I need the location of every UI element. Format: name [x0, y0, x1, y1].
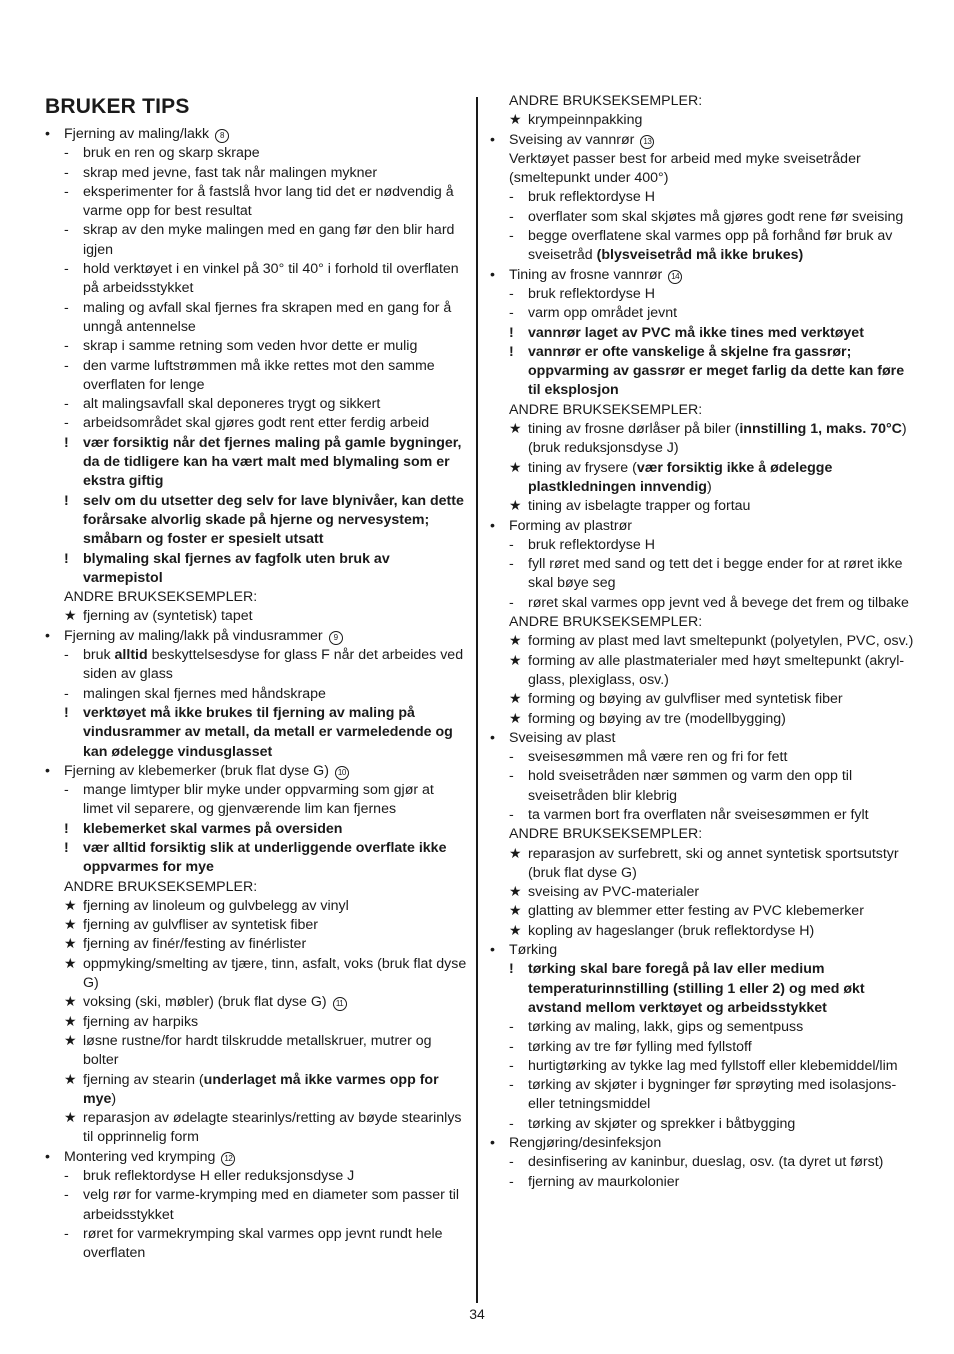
star-icon: ★ [509, 652, 522, 669]
warning-item [64, 434, 467, 492]
example-item [509, 710, 914, 729]
text-segment: tørking av maling, lakk, gips og sementpuss [528, 1019, 804, 1036]
star-icon: ★ [509, 845, 522, 862]
dash-icon: - [509, 1173, 514, 1190]
text-segment: fjerning av gulvfliser av syntetisk fiber [83, 917, 318, 934]
dash-icon: - [64, 164, 69, 181]
text-segment: ta varmen bort fra overflaten når sveisesømmen er fylt [528, 806, 869, 823]
sub-item [64, 183, 467, 222]
text-segment: underlaget må ikke varmes opp for mye [83, 1071, 439, 1107]
text-segment: ) [111, 1090, 117, 1107]
text-segment: krympeinnpakking [528, 112, 643, 129]
sub-item [64, 395, 467, 414]
right-list [490, 92, 914, 1192]
text-segment: fjerning av harpiks [83, 1013, 199, 1030]
sub-item [509, 1153, 914, 1172]
dash-icon: - [64, 357, 69, 374]
text-segment: skrap i samme retning som veden hvor dette er mulig [83, 338, 418, 355]
sub-item [509, 1076, 914, 1115]
star-icon: ★ [509, 633, 522, 650]
text-segment: malingen skal fjernes med håndskrape [83, 685, 326, 702]
text-segment: fyll røret med sand og tett det i begge ender for at røret ikke skal bøye seg [528, 556, 903, 592]
text-segment: Rengjøring/desinfeksjon [509, 1135, 662, 1152]
example-item [509, 902, 914, 921]
text-segment: tørking av tre før fylling med fyllstoff [528, 1038, 752, 1055]
paragraph [509, 825, 914, 844]
warning-icon: ! [64, 434, 69, 451]
text-segment: Tørking [509, 942, 558, 959]
star-icon: ★ [509, 922, 522, 939]
warning-item [64, 704, 467, 762]
text-segment: eksperimenter for å fastslå hvor lang tid det er nødvendig å varme opp for best resultat [83, 183, 454, 220]
dash-icon: - [64, 222, 69, 239]
dash-icon: - [64, 1225, 69, 1242]
example-item [64, 1013, 467, 1032]
text-segment: Tining av frosne vannrør [509, 266, 667, 283]
sub-item [64, 299, 467, 338]
text-segment: bruk reflektordyse H eller reduksjonsdyse J [83, 1168, 355, 1185]
sub-item [64, 357, 467, 396]
dash-icon: - [509, 228, 514, 245]
bullet-icon: • [45, 1148, 50, 1165]
example-item [509, 690, 914, 709]
sub-item [509, 555, 914, 594]
dash-icon: - [64, 396, 69, 413]
bullet-item [45, 762, 467, 781]
text-segment: innstilling 1, maks. 70°C [739, 421, 902, 438]
star-icon: ★ [64, 936, 77, 953]
sub-item [64, 1225, 467, 1264]
bullet-icon: • [490, 266, 495, 283]
example-item [64, 916, 467, 935]
bullet-item [490, 131, 914, 150]
dash-icon: - [64, 415, 69, 432]
sub-item [509, 227, 914, 266]
bullet-item [45, 1148, 467, 1167]
star-icon: ★ [509, 710, 522, 727]
bullet-icon: • [45, 126, 50, 142]
figure-ref-badge: 10 [335, 766, 349, 780]
text-segment: maling og avfall skal fjernes fra skrapen med en gang for å unngå antennelse [83, 299, 452, 335]
warning-item [64, 492, 467, 550]
dash-icon: - [64, 685, 69, 702]
warning-icon: ! [509, 343, 514, 360]
text-segment: Fjerning av maling/lakk på vindusrammer [64, 627, 327, 644]
example-item [509, 652, 914, 691]
text-segment: desinfisering av kaninbur, dueslag, osv. (ta dyret ut først) [528, 1154, 884, 1171]
sub-item [509, 304, 914, 323]
text-segment: selv om du utsetter deg selv for lave blynivåer, kan dette forårsake alvorlig skade på hjerne og nervesystem; småbarn og foster er spesielt utsatt [83, 492, 464, 548]
dash-icon: - [509, 1115, 514, 1132]
warning-item [64, 820, 467, 839]
dash-icon: - [64, 338, 69, 355]
text-segment: fjerning av maurkolonier [528, 1173, 680, 1190]
sub-item [509, 285, 914, 304]
figure-ref-badge: 9 [329, 631, 343, 645]
dash-icon: - [509, 208, 514, 225]
dash-icon: - [509, 556, 514, 573]
warning-icon: ! [64, 820, 69, 837]
star-icon: ★ [509, 421, 522, 438]
paragraph [509, 92, 914, 111]
star-icon: ★ [509, 459, 522, 476]
bullet-item [490, 1134, 914, 1153]
example-item [64, 1032, 467, 1071]
sub-item [509, 594, 914, 613]
sub-item [64, 781, 467, 820]
example-item [64, 607, 467, 626]
paragraph [509, 401, 914, 420]
text-segment: tining av isbelagte trapper og fortau [528, 498, 751, 515]
bullet-icon: • [490, 1135, 495, 1152]
sub-item [509, 536, 914, 555]
text-segment: velg rør for varme-krymping med en diameter som passer til arbeidsstykket [83, 1187, 460, 1223]
text-segment: ) [706, 478, 712, 495]
star-icon: ★ [64, 1013, 77, 1030]
dash-icon: - [509, 806, 514, 823]
sub-item [64, 414, 467, 433]
dash-icon: - [509, 189, 514, 206]
left-list [45, 125, 467, 1264]
warning-item [509, 324, 914, 343]
sub-item [509, 748, 914, 767]
text-segment: ANDRE BRUKSEKSEMPLER: [64, 878, 258, 895]
text-segment: arbeidsområdet skal gjøres godt rent etter ferdig arbeid [83, 415, 430, 432]
sub-item [509, 1018, 914, 1037]
sub-item [509, 1115, 914, 1134]
example-item [64, 1109, 467, 1148]
text-segment: skrap med jevne, fast tak når malingen mykner [83, 164, 378, 181]
text-segment: (blysveisetråd må ikke brukes) [596, 247, 804, 264]
example-item [64, 897, 467, 916]
text-segment: hold verktøyet i en vinkel på 30° til 40° i forhold til overflaten på arbeidsstykket [83, 261, 459, 297]
sub-item [64, 164, 467, 183]
dash-icon: - [64, 782, 69, 799]
example-item [64, 1071, 467, 1110]
example-item [509, 420, 914, 459]
dash-icon: - [509, 305, 514, 322]
text-segment: hold sveisetråden nær sømmen og varm den opp til sveisetråden blir klebrig [528, 768, 853, 804]
dash-icon: - [64, 1187, 69, 1204]
text-segment: hurtigtørking av tykke lag med fyllstoff eller klebemiddel/lim [528, 1057, 898, 1074]
star-icon: ★ [64, 917, 77, 934]
dash-icon: - [509, 1077, 514, 1094]
star-icon: ★ [64, 1032, 77, 1049]
text-segment: vannrør laget av PVC må ikke tines med verktøyet [528, 324, 864, 341]
sub-item [64, 1186, 467, 1225]
right-column [490, 92, 914, 1192]
text-segment: klebemerket skal varmes på oversiden [83, 820, 343, 837]
warning-icon: ! [509, 961, 514, 978]
sub-item [509, 1173, 914, 1192]
text-segment: ANDRE BRUKSEKSEMPLER: [509, 826, 703, 843]
bullet-icon: • [490, 729, 495, 746]
sub-item [64, 685, 467, 704]
text-segment: ANDRE BRUKSEKSEMPLER: [509, 614, 703, 631]
text-segment: vær alltid forsiktig slik at underliggende overflate ikke oppvarmes for mye [83, 839, 447, 876]
text-segment: Fjerning av maling/lakk [64, 126, 214, 142]
bullet-icon: • [45, 762, 50, 779]
example-item [509, 845, 914, 884]
text-segment: begge overflatene skal varmes opp på forhånd før bruk av sveisetråd [528, 228, 893, 264]
dash-icon: - [509, 285, 514, 302]
dash-icon: - [64, 261, 69, 278]
example-item [509, 459, 914, 498]
text-segment: ) (bruk reduksjonsdyse J) [528, 421, 907, 457]
star-icon: ★ [64, 955, 77, 972]
star-icon: ★ [64, 994, 77, 1011]
text-segment: mange limtyper blir myke under oppvarming som gjør at limet vil separere, og gjenværende lim kan fjernes [83, 782, 434, 818]
example-item [509, 497, 914, 516]
bullet-icon: • [490, 517, 495, 534]
star-icon: ★ [64, 608, 77, 625]
text-segment: overflater som skal skjøtes må gjøres godt rene før sveising [528, 208, 904, 225]
bullet-item [45, 125, 467, 144]
sub-item [64, 260, 467, 299]
text-segment: bruk reflektordyse H [528, 536, 655, 553]
dash-icon: - [509, 1154, 514, 1171]
sub-item [509, 767, 914, 806]
text-segment: verktøyet må ikke brukes til fjerning av maling på vindusrammer av metall, da metall er varmeledende og kan ødelegge vindusglasset [83, 704, 453, 760]
text-segment: vær forsiktig når det fjernes maling på gamle bygninger, da de tidligere kan ha vært malt med blymaling som er ekstra giftig [83, 434, 462, 490]
page-number: 34 [469, 1306, 485, 1322]
text-segment: sveisesømmen må være ren og fri for fett [528, 749, 788, 766]
star-icon: ★ [509, 691, 522, 708]
text-segment: forming av alle plastmaterialer med høyt smeltepunkt (akryl-glass, plexiglass, osv.) [528, 652, 905, 688]
star-icon: ★ [509, 112, 522, 129]
text-segment: tining av frysere ( [528, 459, 637, 476]
dash-icon: - [509, 536, 514, 553]
text-segment: fjerning av (syntetisk) tapet [83, 608, 253, 625]
bullet-item [490, 517, 914, 536]
dash-icon: - [509, 1038, 514, 1055]
text-segment: bruk reflektordyse H [528, 285, 655, 302]
text-segment: Montering ved krymping [64, 1148, 220, 1165]
text-segment: Verktøyet passer best for arbeid med myke sveisetråder (smeltepunkt under 400°) [509, 150, 861, 187]
dash-icon: - [509, 768, 514, 785]
dash-icon: - [64, 1168, 69, 1185]
star-icon: ★ [509, 884, 522, 901]
example-item [64, 935, 467, 954]
text-segment: voksing (ski, møbler) (bruk flat dyse G) [83, 994, 331, 1011]
bullet-icon: • [45, 627, 50, 644]
text-segment: bruk en ren og skarp skrape [83, 145, 260, 162]
text-segment: blymaling skal fjernes av fagfolk uten bruk av varmepistol [83, 550, 390, 586]
text-segment: oppmyking/smelting av tjære, tinn, asfalt, voks (bruk flat dyse G) [83, 955, 467, 992]
warning-item [509, 960, 914, 1018]
text-segment: bruk [83, 647, 115, 664]
bullet-item [490, 729, 914, 748]
page-title: BRUKER TIPS [45, 95, 190, 118]
sub-item [64, 144, 467, 163]
sub-item [64, 337, 467, 356]
dash-icon: - [509, 749, 514, 766]
example-item [64, 993, 467, 1012]
dash-icon: - [509, 594, 514, 611]
text-segment: skrap av den myke malingen med en gang før den blir hard igjen [83, 222, 455, 258]
text-segment: glatting av blemmer etter festing av PVC klebemerker [528, 903, 864, 920]
text-segment: forming av plast med lavt smeltepunkt (polyetylen, PVC, osv.) [528, 633, 914, 650]
paragraph [64, 878, 467, 897]
text-segment: Sveising av plast [509, 729, 616, 746]
dash-icon: - [509, 1019, 514, 1036]
sub-item [64, 646, 467, 685]
text-segment: løsne rustne/for hardt tilskrudde metallskruer, mutrer og bolter [83, 1032, 432, 1069]
warning-icon: ! [64, 704, 69, 721]
warning-icon: ! [64, 492, 69, 509]
text-segment: ANDRE BRUKSEKSEMPLER: [509, 401, 703, 418]
text-segment: tørking av skjøter og sprekker i båtbygging [528, 1115, 796, 1132]
text-segment: ANDRE BRUKSEKSEMPLER: [509, 93, 703, 109]
text-segment: Fjerning av klebemerker (bruk flat dyse G) [64, 762, 333, 779]
text-segment: tørking skal bare foregå på lav eller medium temperaturinnstilling (stilling 1 eller 2) og med økt avstand mellom verktøyet og arbeidsstykket [528, 961, 865, 1016]
text-segment: Forming av plastrør [509, 517, 632, 534]
figure-ref-badge: 13 [640, 135, 654, 149]
warning-item [64, 839, 467, 878]
sub-item [509, 208, 914, 227]
sub-item [509, 806, 914, 825]
figure-ref-badge: 14 [668, 270, 682, 284]
text-segment: tørking av skjøter i bygninger før sprøyting med isolasjons- eller tetningsmiddel [528, 1077, 897, 1113]
text-segment: beskyttelsesdyse for glass F når det arbeides ved siden av glass [83, 647, 464, 683]
star-icon: ★ [64, 897, 77, 914]
dash-icon: - [64, 299, 69, 316]
text-segment: fjerning av stearin ( [83, 1071, 204, 1088]
example-item [509, 883, 914, 902]
example-item [509, 111, 914, 130]
text-segment: alltid [114, 647, 148, 664]
text-segment: røret skal varmes opp jevnt ved å bevege det frem og tilbake [528, 594, 909, 611]
text-segment: forming og bøying av tre (modellbygging) [528, 710, 786, 727]
text-segment: røret for varmekrymping skal varmes opp jevnt rundt hele overflaten [83, 1225, 443, 1262]
bullet-icon: • [490, 131, 495, 148]
warning-icon: ! [509, 324, 514, 341]
text-segment: bruk reflektordyse H [528, 189, 655, 206]
text-segment: forming og bøying av gulvfliser med syntetisk fiber [528, 691, 843, 708]
text-segment: den varme luftstrømmen må ikke rettes mot den samme overflaten for lenge [83, 357, 435, 393]
warning-icon: ! [64, 550, 69, 567]
sub-item [509, 1038, 914, 1057]
warning-item [64, 550, 467, 589]
left-column [45, 92, 467, 1264]
text-segment: reparasjon av ødelagte stearinlys/retting av bøyde stearinlys til opprinnelig form [83, 1110, 462, 1146]
figure-ref-badge: 11 [333, 997, 347, 1011]
text-segment: fjerning av finér/festing av finérlister [83, 936, 307, 953]
text-segment: reparasjon av surfebrett, ski og annet syntetisk sportsutstyr (bruk flat dyse G) [528, 845, 899, 881]
dash-icon: - [64, 647, 69, 664]
text-segment: vannrør er ofte vanskelige å skjelne fra gassrør; oppvarming av gassrør er meget farlig da dette kan føre til eksplosjon [528, 343, 905, 399]
bullet-item [45, 627, 467, 646]
dash-icon: - [64, 145, 69, 162]
star-icon: ★ [64, 1110, 77, 1127]
warning-item [509, 343, 914, 401]
sub-item [64, 1167, 467, 1186]
star-icon: ★ [64, 1071, 77, 1088]
text-segment: fjerning av linoleum og gulvbelegg av vinyl [83, 897, 349, 914]
text-segment: kopling av hageslanger (bruk reflektordyse H) [528, 922, 815, 939]
star-icon: ★ [509, 903, 522, 920]
text-segment: varm opp området jevnt [528, 305, 678, 322]
figure-ref-badge: 8 [215, 129, 229, 143]
dash-icon: - [509, 1057, 514, 1074]
sub-item [509, 1057, 914, 1076]
text-segment: ANDRE BRUKSEKSEMPLER: [64, 589, 258, 606]
example-item [64, 955, 467, 994]
text-segment: vær forsiktig ikke å ødelegge plastkledningen innvendig [528, 459, 833, 495]
text-segment: sveising av PVC-materialer [528, 884, 700, 901]
text-segment: tining av frosne dørlåser på biler ( [528, 421, 740, 438]
paragraph [509, 150, 914, 189]
star-icon: ★ [509, 498, 522, 515]
sub-item [509, 188, 914, 207]
text-segment: alt malingsavfall skal deponeres trygt og sikkert [83, 396, 381, 413]
warning-icon: ! [64, 839, 69, 856]
example-item [509, 922, 914, 941]
figure-ref-badge: 12 [221, 1152, 235, 1166]
dash-icon: - [64, 183, 69, 200]
text-segment: Sveising av vannrør [509, 131, 639, 148]
example-item [509, 632, 914, 651]
bullet-item [490, 941, 914, 960]
paragraph [64, 588, 467, 607]
bullet-item [490, 266, 914, 285]
paragraph [509, 613, 914, 632]
bullet-icon: • [490, 942, 495, 959]
column-divider [476, 97, 478, 1303]
sub-item [64, 221, 467, 260]
